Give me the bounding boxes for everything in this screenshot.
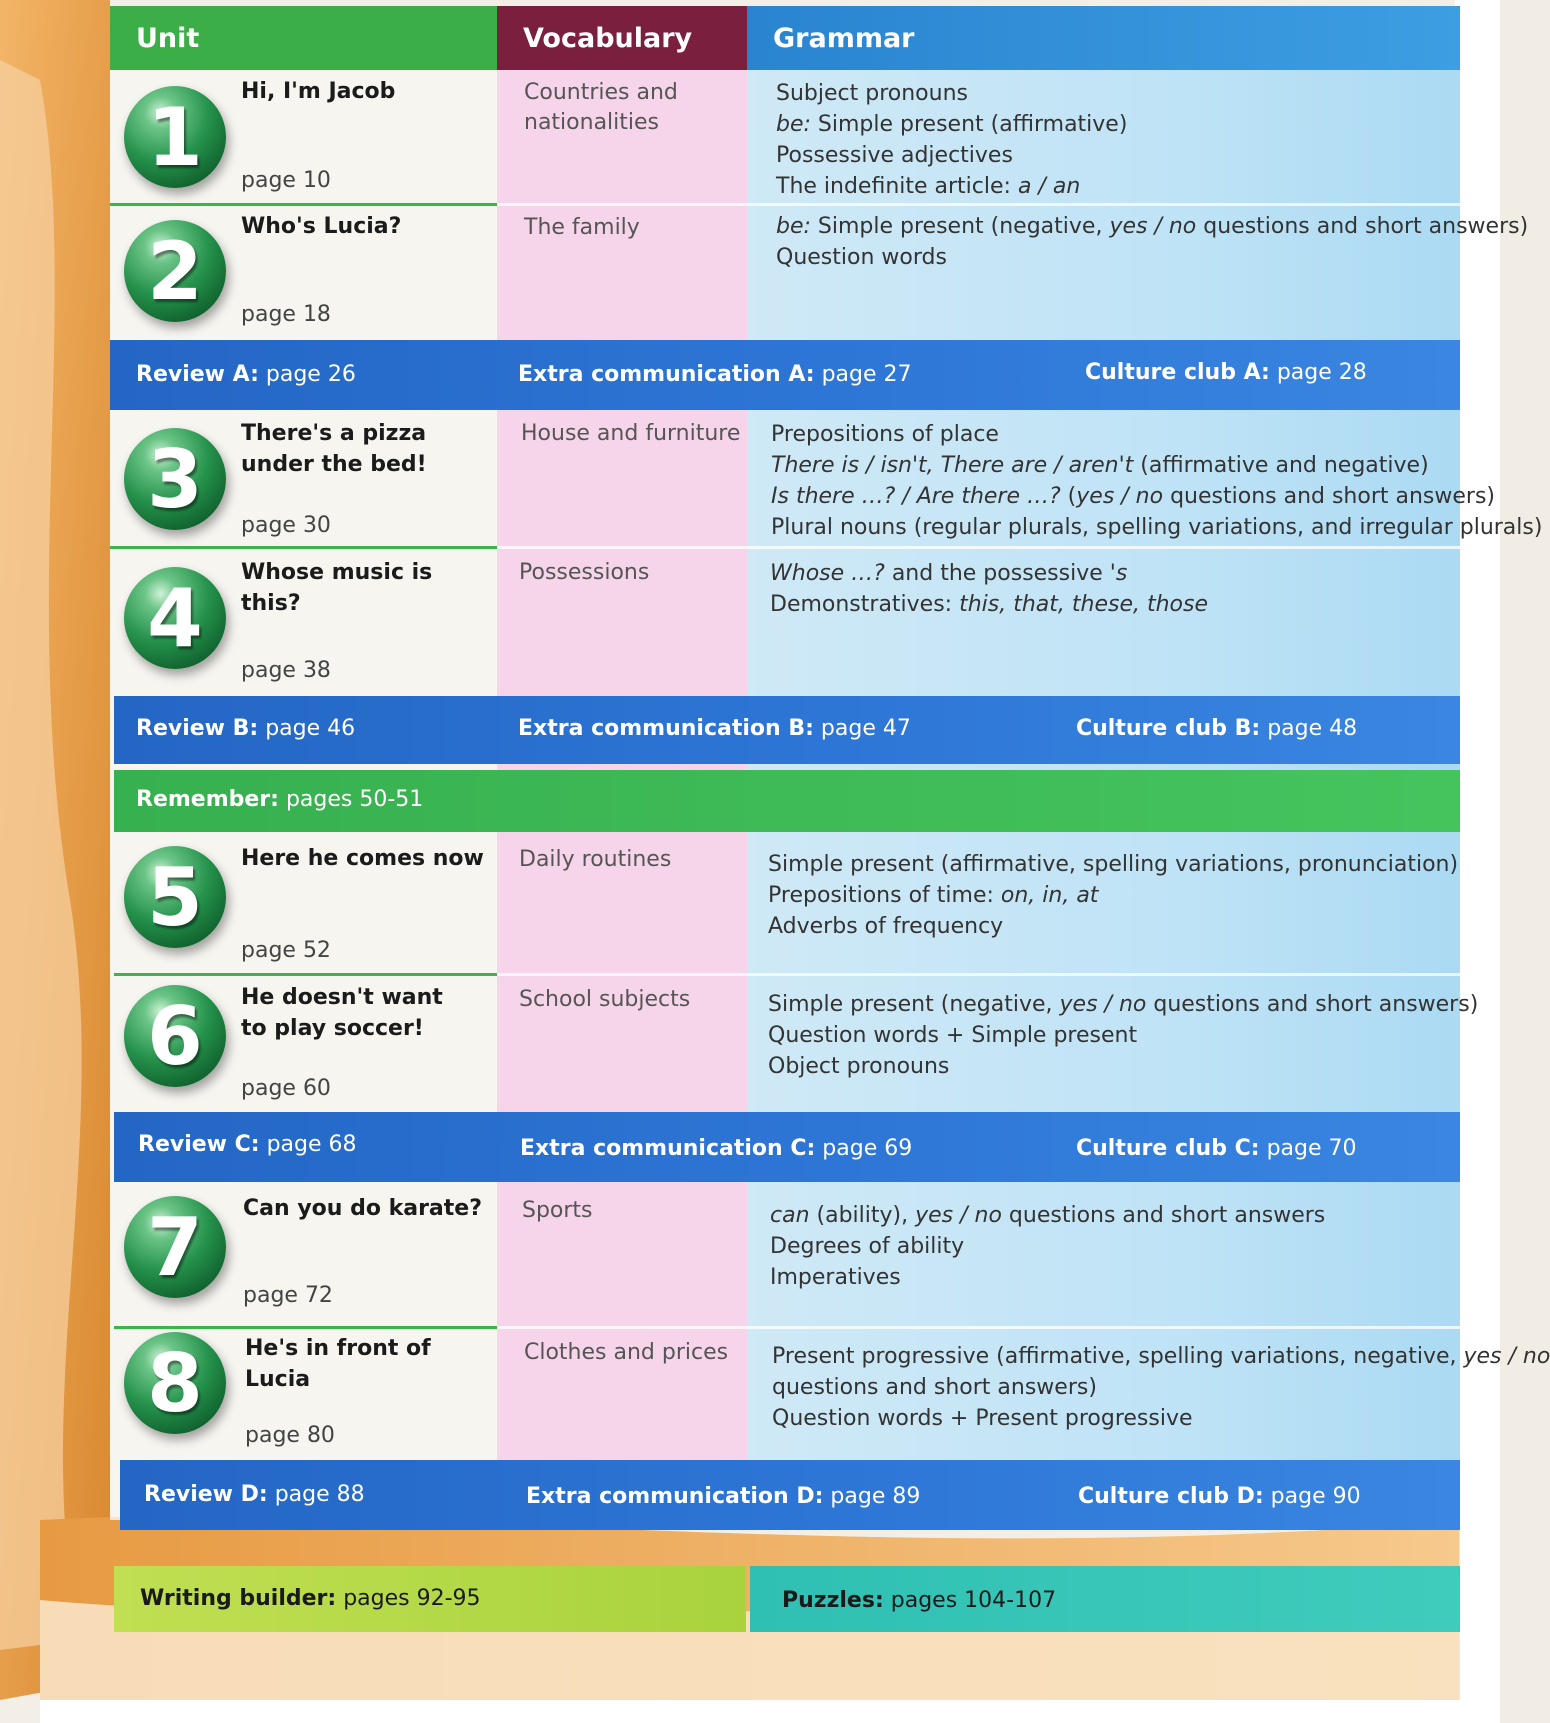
grammar-point: Question words	[776, 245, 947, 270]
review-band	[114, 696, 1460, 764]
review-link[interactable]: Review D: page 88	[144, 1482, 365, 1507]
vocabulary-topic: School subjects	[519, 987, 691, 1012]
review-band	[120, 1460, 1460, 1530]
unit-page: page 72	[243, 1283, 333, 1308]
extra-communication-link[interactable]: Extra communication D: page 89	[526, 1484, 921, 1509]
grammar-point: Simple present (affirmative, spelling variations, pronunciation)	[768, 852, 1459, 877]
row-divider	[497, 973, 1460, 976]
grammar-point: Possessive adjectives	[776, 143, 1013, 168]
unit-title[interactable]: Who's Lucia?	[241, 214, 402, 239]
grammar-list	[770, 1200, 1325, 1293]
unit-title[interactable]: Hi, I'm Jacob	[241, 79, 396, 104]
grammar-point: Plural nouns (regular plurals, spelling variations, and irregular plurals)	[771, 515, 1543, 540]
grammar-point: questions and short answers)	[772, 1375, 1097, 1400]
unit-page: page 30	[241, 513, 331, 538]
grammar-point: Simple present (negative, yes / no questions and short answers)	[768, 992, 1479, 1017]
vocabulary-topic: Possessions	[519, 560, 650, 585]
row-divider	[497, 203, 1460, 206]
grammar-point: Question words + Simple present	[768, 1023, 1138, 1048]
grammar-point: Prepositions of place	[771, 422, 999, 447]
grammar-list	[776, 211, 1528, 273]
unit-title[interactable]: Whose music is this?	[241, 560, 433, 616]
vocabulary-topic: Sports	[522, 1198, 593, 1223]
unit-title[interactable]: Here he comes now	[241, 846, 484, 871]
unit-page: page 10	[241, 168, 331, 193]
culture-club-link[interactable]: Culture club C: page 70	[1076, 1136, 1357, 1161]
unit-title[interactable]: He doesn't want to play soccer!	[241, 985, 443, 1041]
grammar-point: can (ability), yes / no questions and short answers	[770, 1203, 1326, 1228]
grammar-point: Is there …? / Are there …? (yes / no questions and short answers)	[771, 484, 1496, 509]
unit-number-badge: 7	[124, 1196, 226, 1298]
review-link[interactable]: Review C: page 68	[138, 1132, 357, 1157]
extra-communication-link[interactable]: Extra communication B: page 47	[518, 716, 911, 741]
grammar-point: Object pronouns	[768, 1054, 950, 1079]
remember-label: Remember: pages 50-51	[136, 787, 424, 812]
unit-number-badge: 3	[124, 428, 226, 530]
unit-title[interactable]: There's a pizza under the bed!	[241, 421, 427, 477]
unit-number-badge: 6	[124, 985, 226, 1087]
grammar-point: be: Simple present (affirmative)	[776, 112, 1128, 137]
vocabulary-topic: The family	[524, 215, 640, 240]
unit-number-badge: 8	[124, 1332, 226, 1434]
unit-header: Unit	[110, 6, 497, 70]
culture-club-link[interactable]: Culture club B: page 48	[1076, 716, 1358, 741]
unit-number-badge: 1	[124, 86, 226, 188]
grammar-header: Grammar	[747, 6, 1460, 70]
review-link[interactable]: Review A: page 26	[136, 362, 356, 387]
vocabulary-topic: House and furniture	[521, 421, 741, 446]
grammar-list	[776, 78, 1127, 202]
grammar-list	[770, 558, 1208, 620]
unit-number-badge: 5	[124, 846, 226, 948]
grammar-point: Degrees of ability	[770, 1234, 965, 1259]
puzzles-bar[interactable]	[750, 1566, 1460, 1632]
culture-club-link[interactable]: Culture club A: page 28	[1085, 360, 1367, 385]
unit-page: page 38	[241, 658, 331, 683]
vocabulary-topic: Clothes and prices	[524, 1340, 729, 1365]
review-band	[114, 1112, 1460, 1182]
unit-title[interactable]: He's in front of Lucia	[245, 1336, 431, 1392]
unit-number-badge: 2	[124, 220, 226, 322]
vocabulary-topic: Daily routines	[519, 847, 672, 872]
grammar-point: Whose …? and the possessive 's	[770, 561, 1128, 586]
row-divider	[497, 1326, 1460, 1329]
grammar-point: Present progressive (affirmative, spelling variations, negative, yes / no	[772, 1344, 1550, 1369]
unit-page: page 60	[241, 1076, 331, 1101]
extra-communication-link[interactable]: Extra communication C: page 69	[520, 1136, 913, 1161]
unit-page: page 18	[241, 302, 331, 327]
review-band	[110, 340, 1460, 410]
unit-title[interactable]: Can you do karate?	[243, 1196, 482, 1221]
grammar-list	[772, 1341, 1550, 1434]
writing-builder-label: Writing builder: pages 92-95	[140, 1586, 481, 1611]
grammar-point: be: Simple present (negative, yes / no questions and short answers)	[776, 214, 1529, 239]
unit-page: page 52	[241, 938, 331, 963]
unit-divider	[110, 546, 497, 549]
culture-club-link[interactable]: Culture club D: page 90	[1078, 1484, 1361, 1509]
unit-divider	[110, 203, 497, 206]
review-link[interactable]: Review B: page 46	[136, 716, 356, 741]
extra-communication-link[interactable]: Extra communication A: page 27	[518, 362, 912, 387]
grammar-list	[771, 419, 1542, 543]
puzzles-label: Puzzles: pages 104-107	[782, 1588, 1057, 1613]
unit-number-badge: 4	[124, 567, 226, 669]
remember-band[interactable]	[114, 770, 1460, 832]
grammar-list	[768, 989, 1478, 1082]
grammar-point: Demonstratives: this, that, these, those	[770, 592, 1209, 617]
grammar-list	[768, 849, 1458, 942]
grammar-point: Adverbs of frequency	[768, 914, 1004, 939]
grammar-point: There is / isn't, There are / aren't (affirmative and negative)	[771, 453, 1429, 478]
grammar-point: Imperatives	[770, 1265, 901, 1290]
vocabulary-topic: Countries and nationalities	[524, 80, 678, 135]
row-divider	[497, 546, 1460, 549]
grammar-point: Question words + Present progressive	[772, 1406, 1193, 1431]
unit-divider	[114, 973, 497, 976]
grammar-point: The indefinite article: a / an	[776, 174, 1081, 199]
unit-divider	[114, 1326, 497, 1329]
grammar-point: Prepositions of time: on, in, at	[768, 883, 1099, 908]
vocabulary-header: Vocabulary	[497, 6, 747, 70]
grammar-point: Subject pronouns	[776, 81, 968, 106]
unit-page: page 80	[245, 1423, 335, 1448]
writing-builder-bar[interactable]	[114, 1566, 746, 1632]
